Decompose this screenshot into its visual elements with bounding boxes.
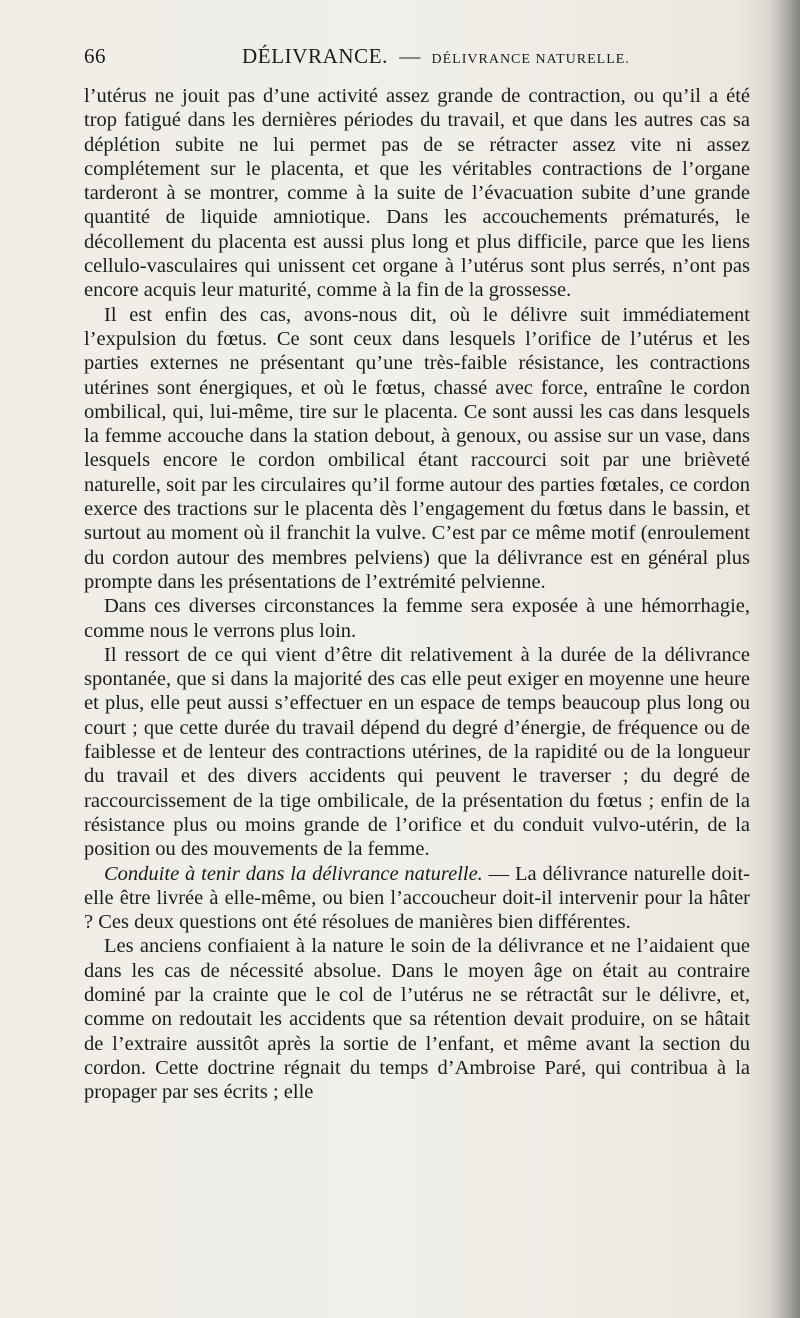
running-title [242,44,630,69]
paragraph-continued: l’utérus ne jouit pas d’une activité assez grande de contraction, ou qu’il a été trop fatigué dans les dernières périodes du travail, et que dans les autres cas sa déplétion subite ne lui permet pas de se rétracter assez vite ni assez complétement sur le placenta, et que les véritables contractions de l’organe tarderont à se montrer, comme à la suite de l’évacuation subite d’une grande quantité de liquide amniotique. Dans les accouchements prématurés, le décollement du placenta est aussi plus long et plus difficile, parce que les liens cellulo-vasculaires qui unissent cet organe à l’utérus sont plus serrés, n’ont pas encore acquis leur maturité, comme à la fin de la grossesse. [84,85,750,302]
paragraph-with-subhead [84,862,750,935]
paragraph: Il ressort de ce qui vient d’être dit relativement à la durée de la délivrance spontanée, que si dans la majorité des cas elle peut exiger en moyenne une heure et plus, elle peut aussi s’effectuer en un espace de temps beaucoup plus long ou court ; que cette durée du travail dépend du degré d’énergie, de fréquence ou de faiblesse et de lenteur des contractions utérines, de la rapidité ou de la longueur du travail et des divers accidents qui peuvent le traverser ; du degré de raccourcissement de la tige ombilicale, de la présentation du fœtus ; enfin de la résistance plus ou moins grande de l’orifice et du conduit vulvo-utérin, de la position ou des mouvements de la femme. [84,643,750,861]
paragraph: Il est enfin des cas, avons-nous dit, où le délivre suit immédiatement l’expulsion du fœtus. Ce sont ceux dans lesquels l’orifice de l’utérus et les parties externes ne présentant qu’une très-faible résistance, les contractions utérines sont énergiques, et où le fœtus, chassé avec force, entraîne le cordon ombilical, qui, lui-même, tire sur le placenta. Ce sont aussi les cas dans lesquels la femme accouche dans la station debout, à genoux, ou assise sur un vase, dans lesquels encore le cordon ombilical étant raccourci soit par une brièveté naturelle, soit par les circulaires qu’il forme autour des parties fœtales, ce cordon exerce des tractions sur le placenta dès l’engagement du fœtus dans le bassin, et surtout au moment où il franchit la vulve. C’est par ce même motif (enroulement du cordon autour des membres pelviens) que la délivrance est en général plus prompte dans les présentations de l’extrémité pelvienne. [84,303,750,593]
page-gutter-shadow [768,0,800,1318]
paragraph: Dans ces diverses circonstances la femme sera exposée à une hémorrhagie, comme nous le verrons plus loin. [84,595,750,642]
body-text [84,84,750,1104]
running-title-dash: — [399,44,421,68]
running-header [84,44,748,74]
paragraph: Les anciens confiaient à la nature le soin de la délivrance et ne l’aidaient que dans les cas de nécessité absolue. Dans le moyen âge on était au contraire dominé par la crainte que le col de l’utérus ne se rétractât sur le délivre, et, comme on redoutait les accidents que sa rétention devait produire, on se hâtait de l’extraire aussitôt après la sortie de l’enfant, et même avant la section du cordon. Cette doctrine régnait du temps d’Ambroise Paré, qui contribua à la propager par ses écrits ; elle [84,935,750,1104]
page-number: 66 [84,44,106,68]
paragraph-text: — La délivrance naturelle doit-elle être livrée à elle-même, ou bien l’accoucheur doit-il intervenir pour la hâter ? Ces deux questions ont été résolues de manières bien différentes. [84,862,750,934]
running-title-sub: DÉLIVRANCE NATURELLE. [431,52,630,67]
running-title-main: DÉLIVRANCE. [242,44,389,68]
section-subheading: Conduite à tenir dans la délivrance naturelle. [104,862,483,885]
